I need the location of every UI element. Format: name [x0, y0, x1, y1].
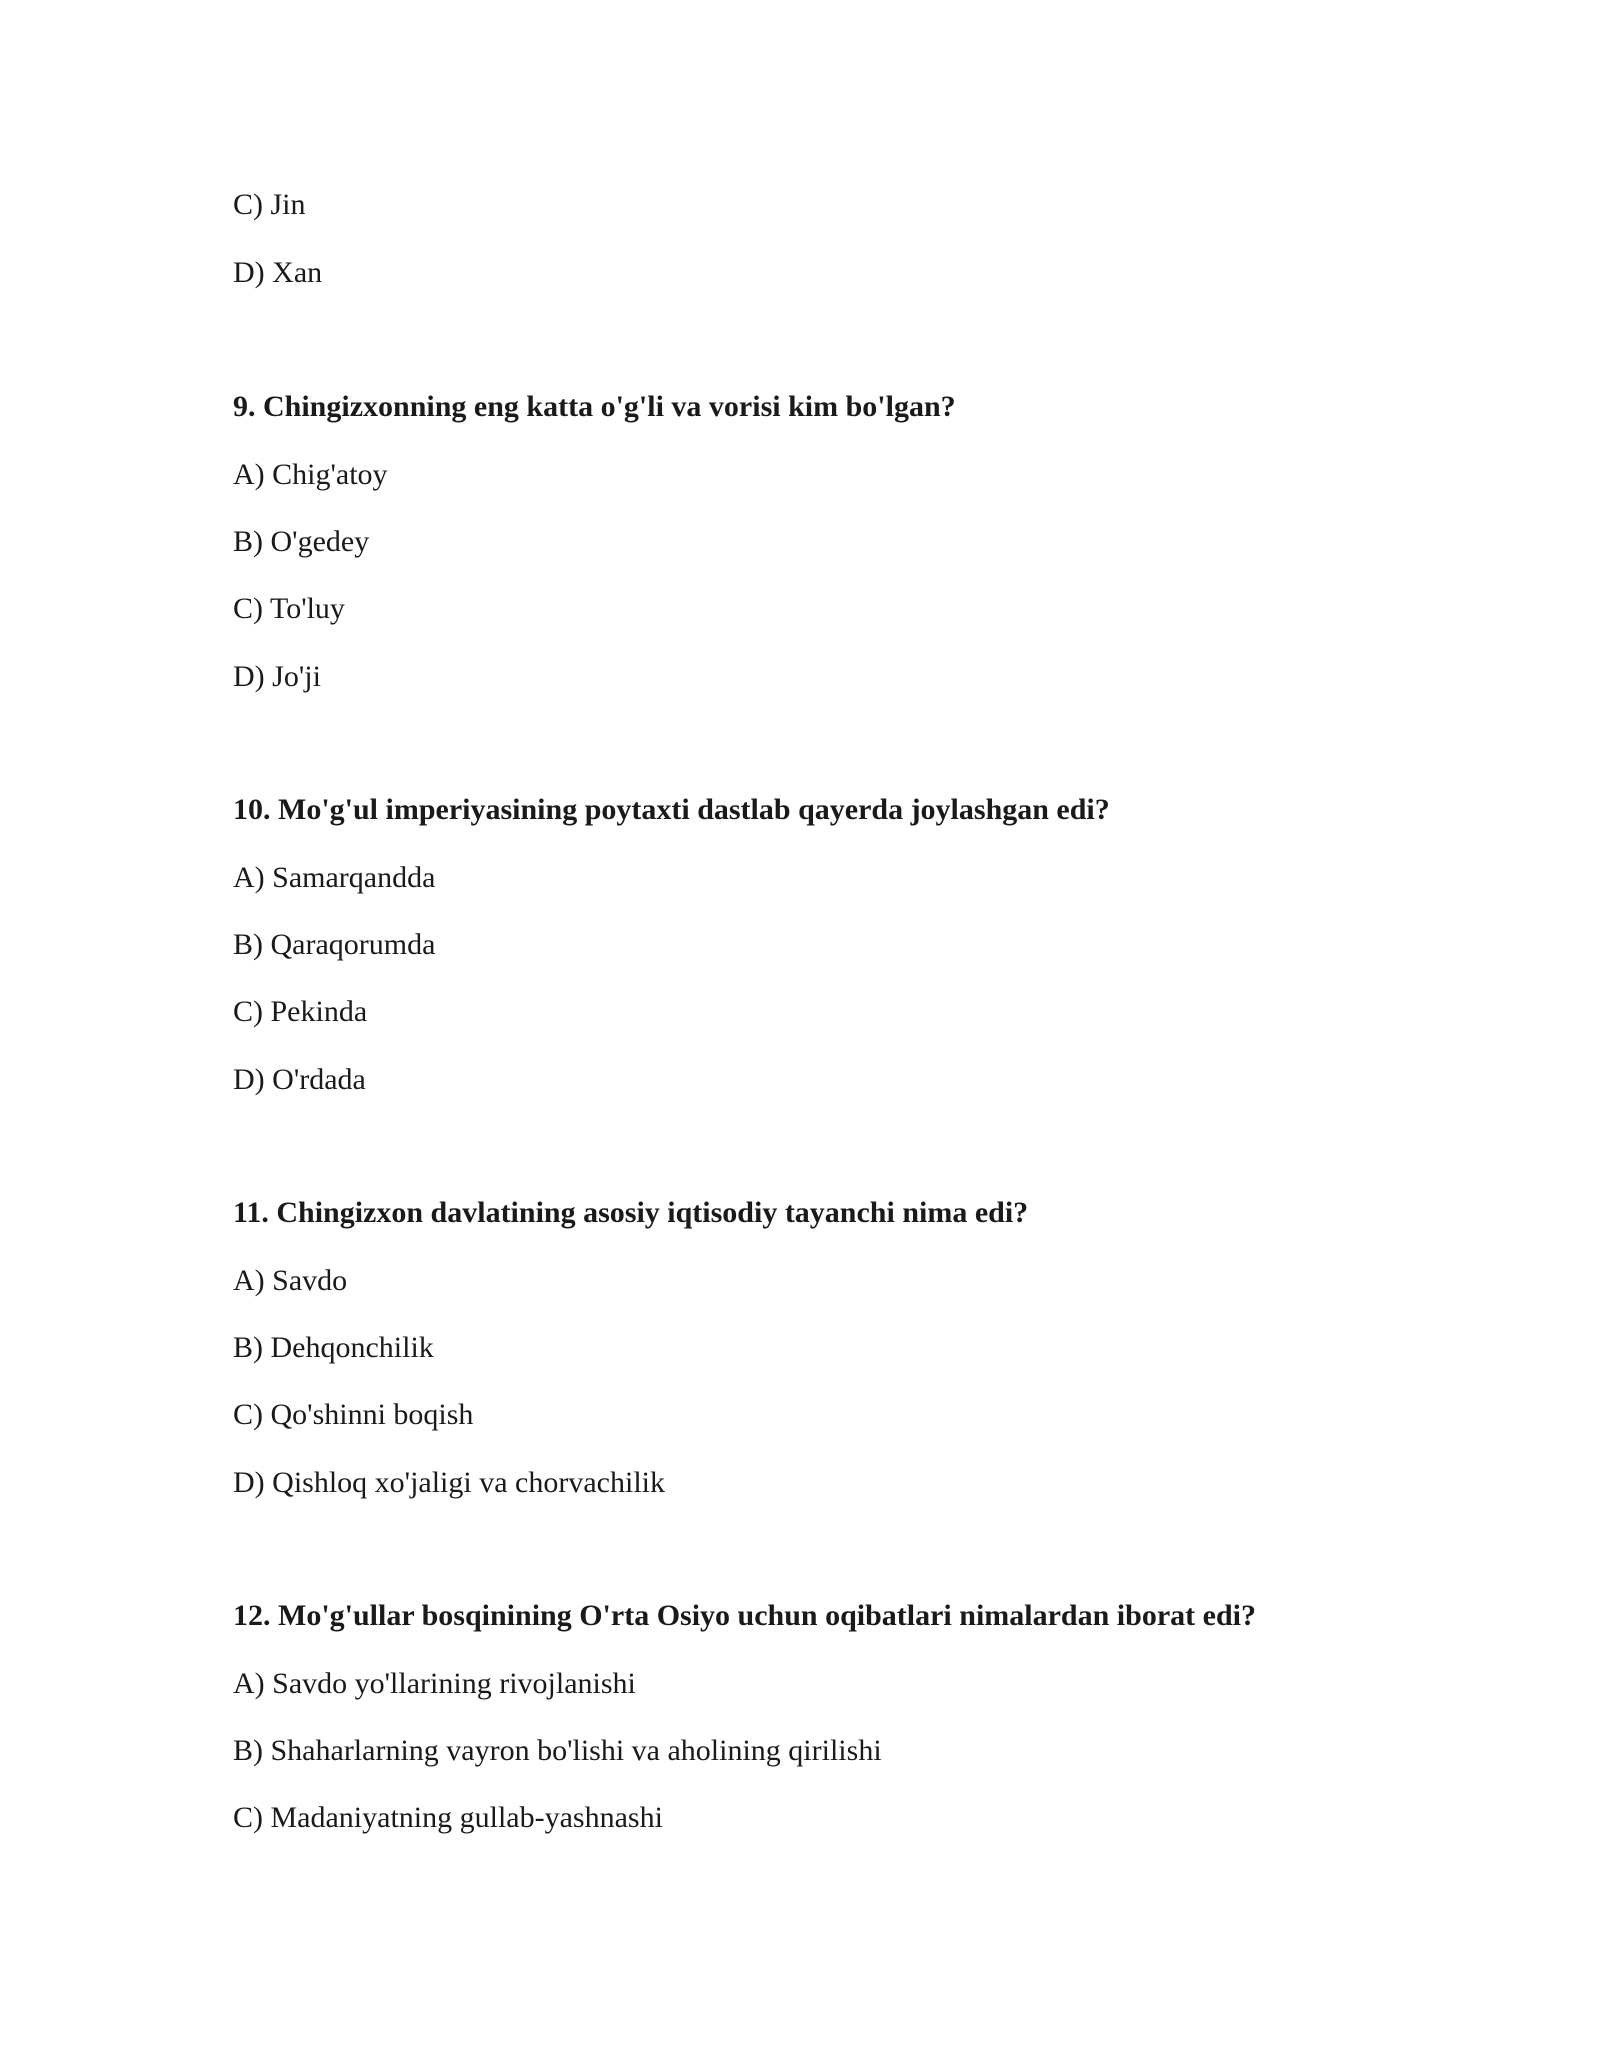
option-11-d: D) Qishloq xo'jaligi va chorvachilik: [233, 1466, 665, 1499]
option-10-b: B) Qaraqorumda: [233, 928, 436, 961]
option-9-c: C) To'luy: [233, 592, 345, 625]
question-11: 11. Chingizxon davlatining asosiy iqtisodiy tayanchi nima edi?: [233, 1196, 1029, 1229]
option-8-c: C) Jin: [233, 188, 306, 221]
option-10-c: C) Pekinda: [233, 995, 368, 1028]
option-12-c: C) Madaniyatning gullab-yashnashi: [233, 1801, 663, 1834]
option-10-a: A) Samarqandda: [233, 861, 436, 894]
option-9-a: A) Chig'atoy: [233, 458, 388, 491]
option-12-b: B) Shaharlarning vayron bo'lishi va aholining qirilishi: [233, 1734, 882, 1767]
option-10-d: D) O'rdada: [233, 1063, 366, 1096]
option-11-b: B) Dehqonchilik: [233, 1331, 434, 1364]
option-12-a: A) Savdo yo'llarining rivojlanishi: [233, 1667, 636, 1700]
question-9: 9. Chingizxonning eng katta o'g'li va vorisi kim bo'lgan?: [233, 390, 956, 423]
option-9-b: B) O'gedey: [233, 525, 370, 558]
option-11-a: A) Savdo: [233, 1264, 348, 1297]
option-8-d: D) Xan: [233, 256, 323, 289]
question-10: 10. Mo'g'ul imperiyasining poytaxti dastlab qayerda joylashgan edi?: [233, 793, 1110, 826]
option-9-d: D) Jo'ji: [233, 660, 321, 693]
option-11-c: C) Qo'shinni boqish: [233, 1398, 474, 1431]
question-12: 12. Mo'g'ullar bosqinining O'rta Osiyo uchun oqibatlari nimalardan iborat edi?: [233, 1599, 1256, 1632]
